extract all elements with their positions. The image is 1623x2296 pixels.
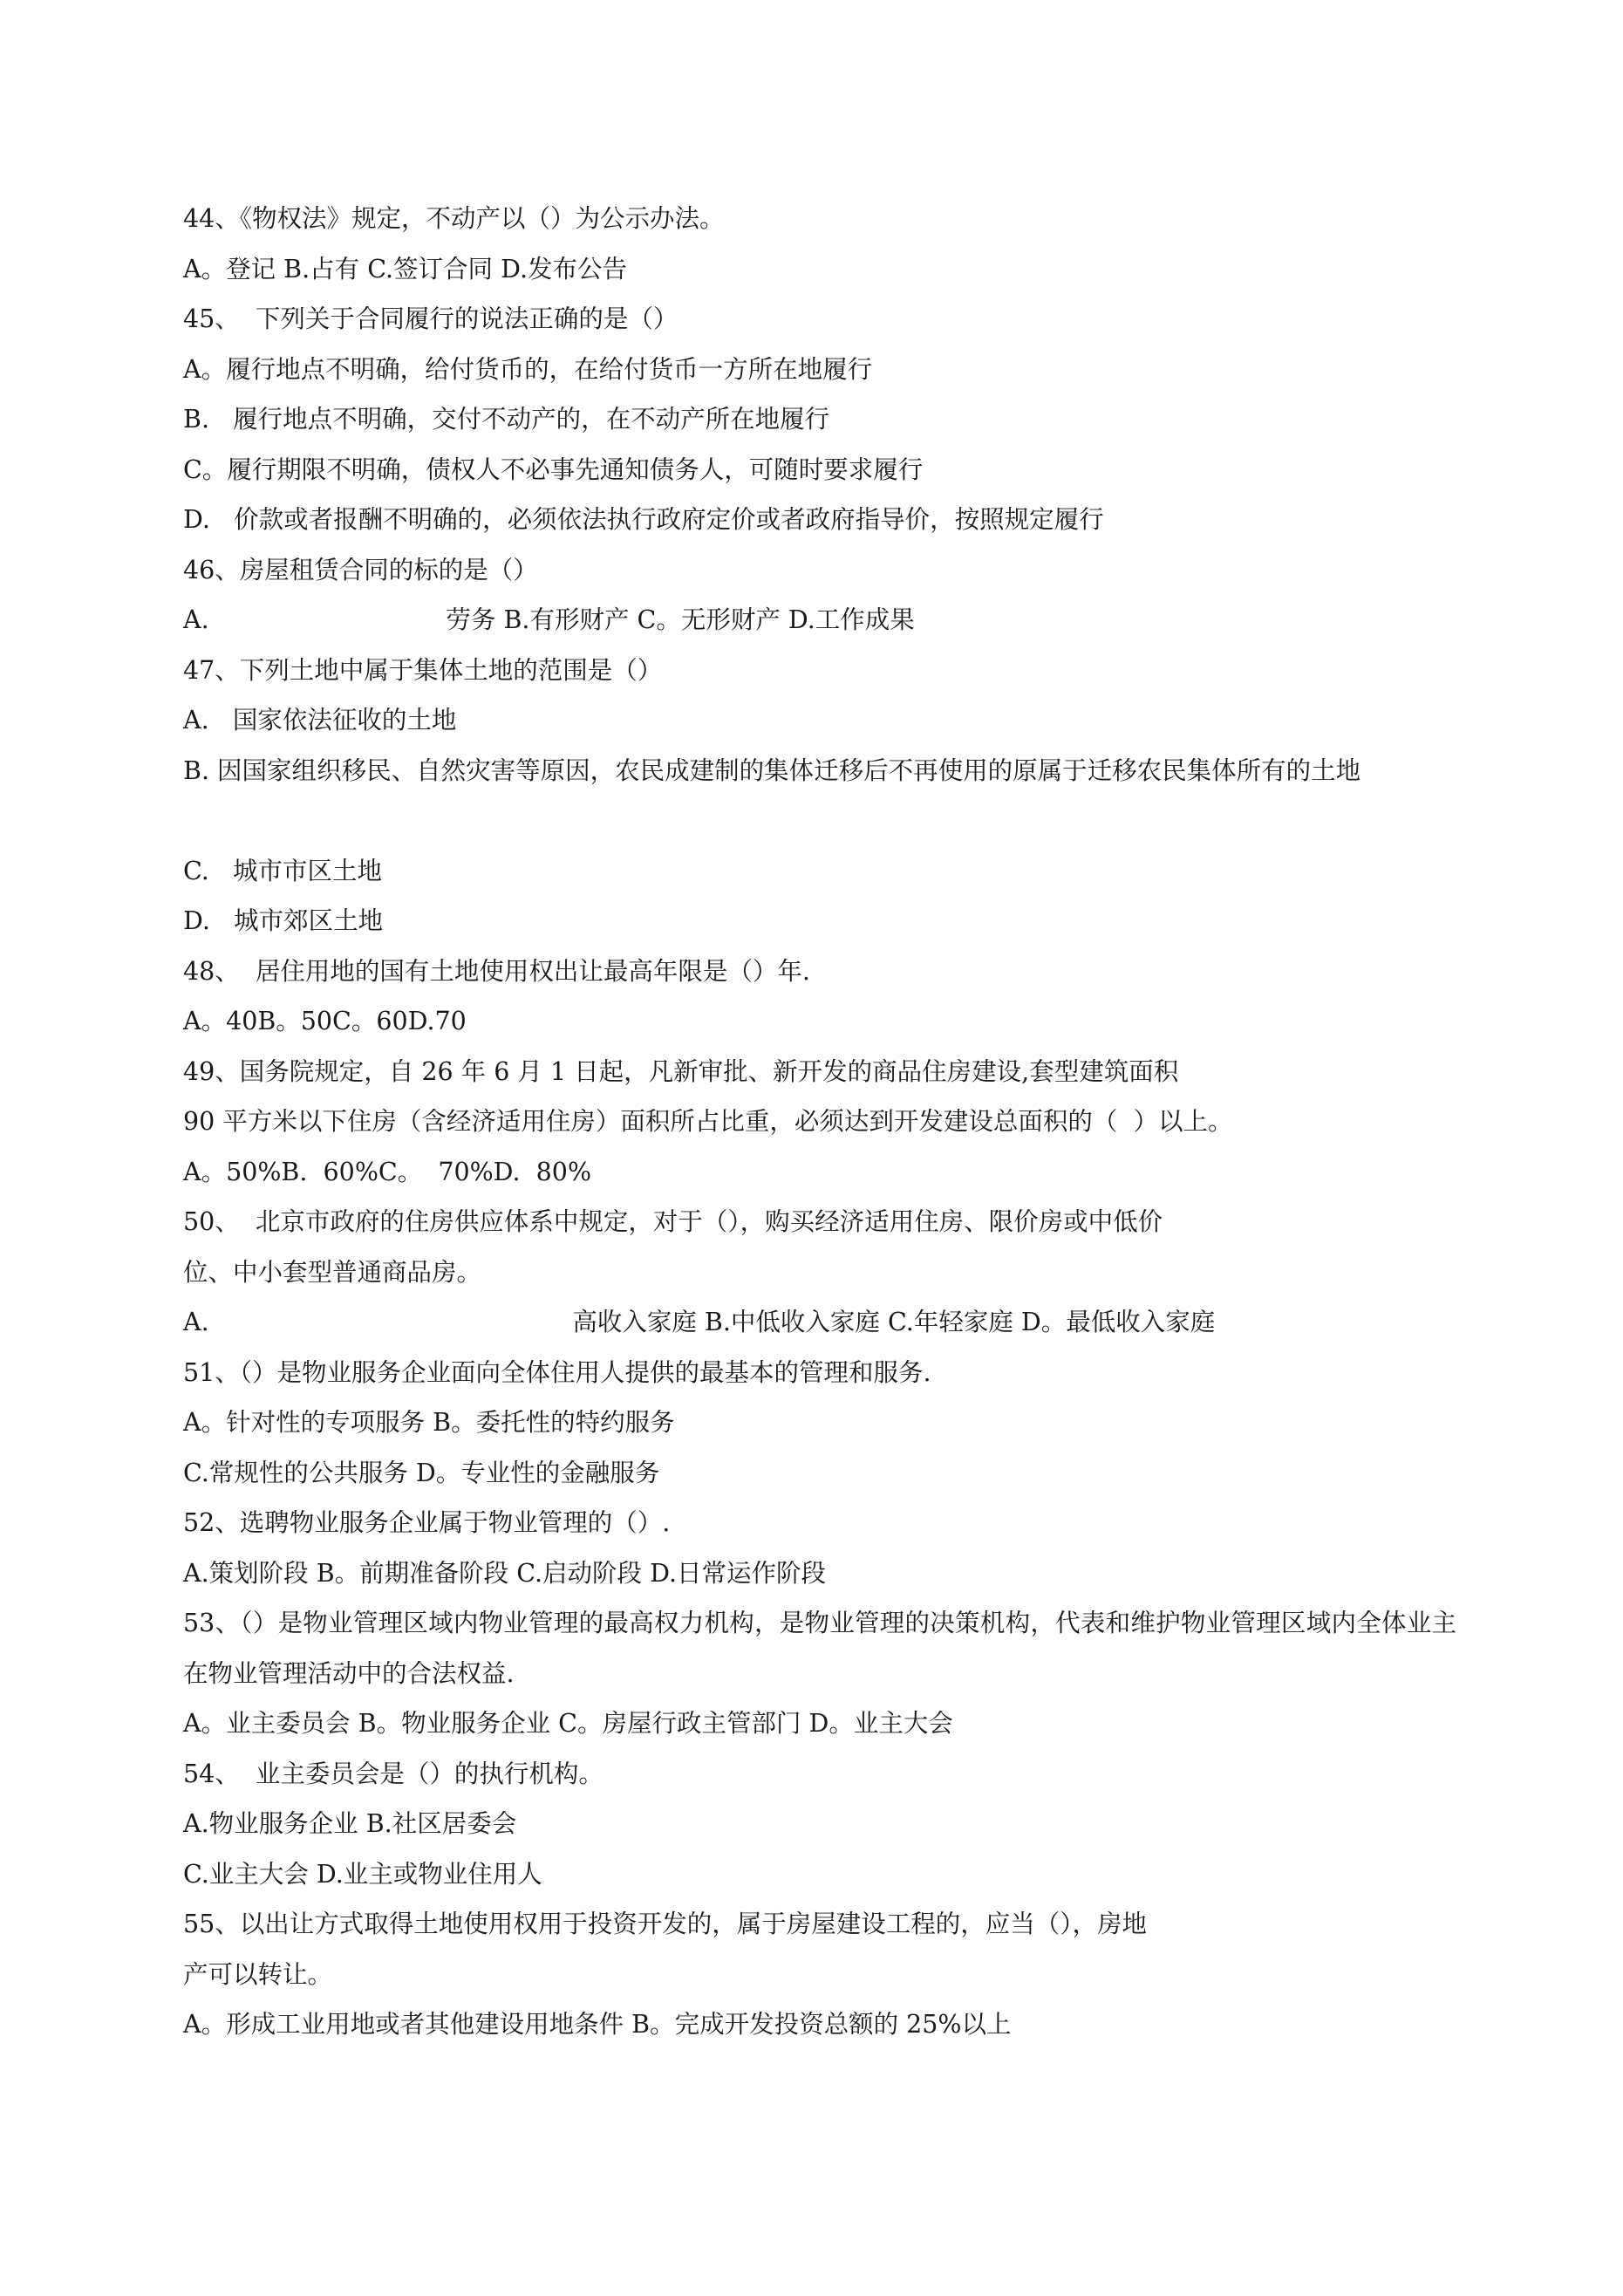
question-47: 47、下列土地中属于集体土地的范围是（） bbox=[183, 655, 663, 685]
question-51-options-ab: A。针对性的专项服务 B。委托性的特约服务 bbox=[183, 1408, 675, 1437]
question-50-options: A. 高收入家庭 B.中低收入家庭 C.年轻家庭 D。最低收入家庭 bbox=[183, 1308, 1216, 1336]
question-44-options: A。登记 B.占有 C.签订合同 D.发布公告 bbox=[183, 254, 628, 284]
question-51-options-cd: C.常规性的公共服务 D。专业性的金融服务 bbox=[183, 1458, 660, 1487]
question-54-options-ab: A.物业服务企业 B.社区居委会 bbox=[183, 1809, 517, 1838]
question-54: 54、 业主委员会是（）的执行机构。 bbox=[183, 1759, 604, 1788]
question-45: 45、 下列关于合同履行的说法正确的是（） bbox=[183, 304, 679, 333]
question-47-option-d: D. 城市郊区土地 bbox=[183, 906, 384, 935]
question-53-options: A。业主委员会 B。物业服务企业 C。房屋行政主管部门 D。业主大会 bbox=[183, 1709, 953, 1738]
question-50-line-2: 位、中小套型普通商品房。 bbox=[183, 1257, 482, 1287]
question-47-option-a: A. 国家依法征收的土地 bbox=[183, 706, 457, 735]
question-54-options-cd: C.业主大会 D.业主或物业住用人 bbox=[183, 1859, 542, 1889]
question-45-option-a: A。履行地点不明确，给付货币的，在给付货币一方所在地履行 bbox=[183, 354, 873, 384]
question-52: 52、选聘物业服务企业属于物业管理的（）. bbox=[183, 1508, 671, 1537]
question-48-options: A。40B。50C。60D.70 bbox=[183, 1007, 467, 1035]
question-47-option-b: B. 因国家组织移民、自然灾害等原因，农民成建制的集体迁移后不再使用的原属于迁移农民集体所有的土地 bbox=[183, 755, 1361, 785]
question-46-options: A. 劳务 B.有形财产 C。无形财产 D.工作成果 bbox=[183, 605, 915, 634]
question-45-option-b: B. 履行地点不明确，交付不动产的，在不动产所在地履行 bbox=[183, 405, 830, 434]
question-46: 46、房屋租赁合同的标的是（） bbox=[183, 555, 538, 584]
question-47-option-c: C. 城市市区土地 bbox=[183, 856, 383, 885]
question-49-line-1: 49、国务院规定，自 26 年 6 月 1 日起，凡新审批、新开发的商品住房建设,套型建筑面积 bbox=[183, 1056, 1179, 1086]
question-55-line-2: 产可以转让。 bbox=[183, 1959, 333, 1989]
question-49-options: A。50%B. 60%C。 70%D. 80% bbox=[183, 1157, 592, 1186]
question-44: 44、《物权法》规定，不动产以（）为公示办法。 bbox=[183, 204, 725, 233]
question-list bbox=[183, 194, 1456, 2050]
question-45-option-d: D. 价款或者报酬不明确的，必须依法执行政府定价或者政府指导价，按照规定履行 bbox=[183, 505, 1104, 534]
question-53: 53、（）是物业管理区域内物业管理的最高权力机构，是物业管理的决策机构，代表和维护物业管理区域内全体业主在物业管理活动中的合法权益. bbox=[183, 1609, 1456, 1688]
question-55-line-1: 55、以出让方式取得土地使用权用于投资开发的，属于房屋建设工程的，应当（），房地 bbox=[183, 1910, 1148, 1938]
question-48: 48、 居住用地的国有土地使用权出让最高年限是（）年. bbox=[183, 956, 810, 986]
question-51: 51、（）是物业服务企业面向全体住用人提供的最基本的管理和服务. bbox=[183, 1357, 931, 1387]
question-52-options: A.策划阶段 B。前期准备阶段 C.启动阶段 D.日常运作阶段 bbox=[183, 1558, 827, 1588]
question-49-line-2: 90 平方米以下住房（含经济适用住房）面积所占比重，必须达到开发建设总面积的（ ）以上。 bbox=[183, 1107, 1233, 1136]
question-45-option-c: C。履行期限不明确，债权人不必事先通知债务人，可随时要求履行 bbox=[183, 454, 924, 484]
question-55-options: A。形成工业用地或者其他建设用地条件 B。完成开发投资总额的 25%以上 bbox=[183, 2010, 1012, 2039]
question-50-line-1: 50、 北京市政府的住房供应体系中规定，对于（），购买经济适用住房、限价房或中低价 bbox=[183, 1207, 1163, 1236]
